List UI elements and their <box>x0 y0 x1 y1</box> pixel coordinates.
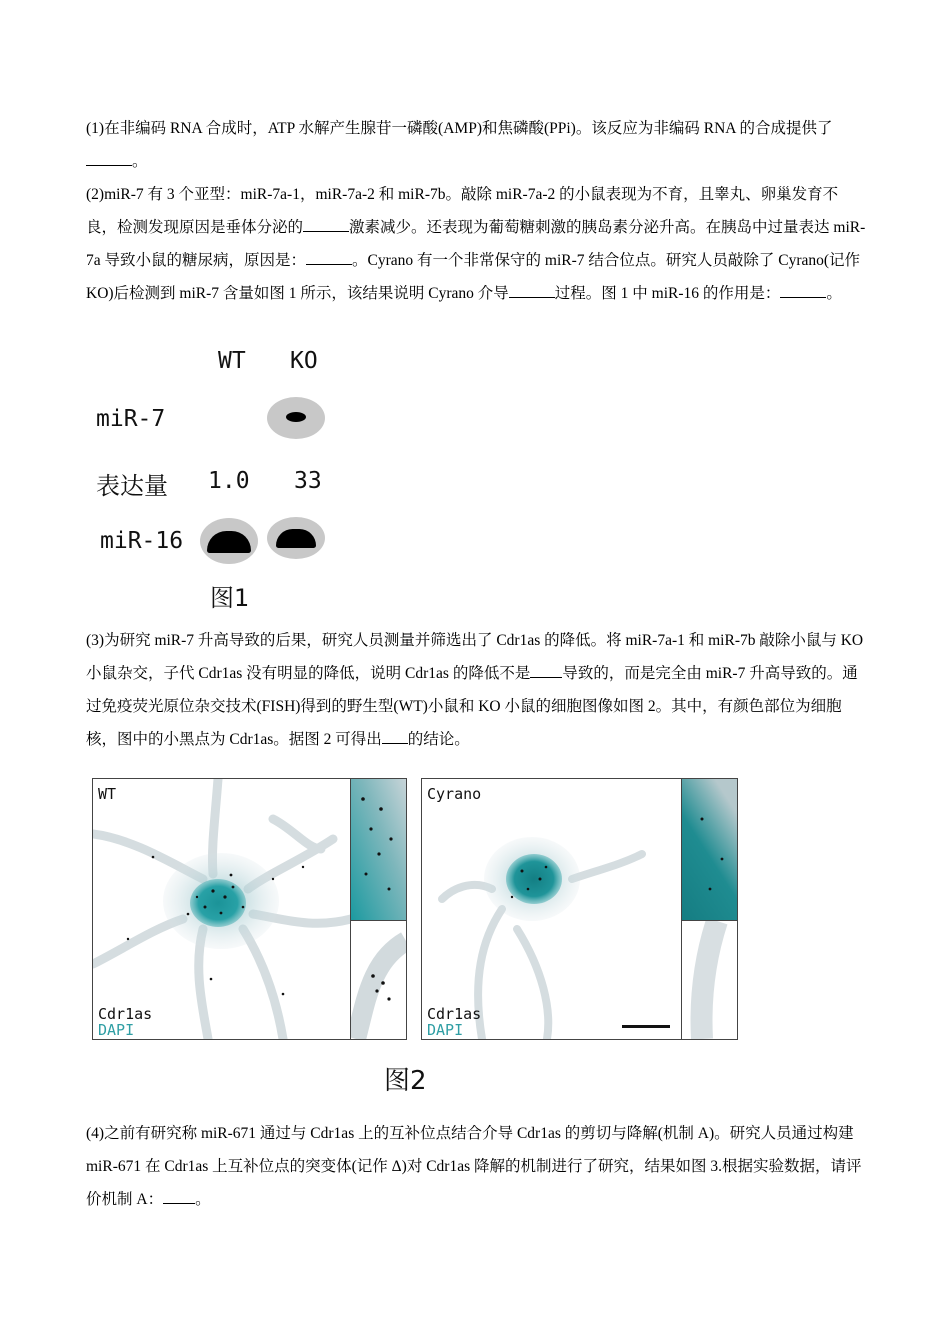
q2-text-e: 。 <box>826 285 842 302</box>
mir16-wt-band <box>200 518 258 564</box>
q2-text-d: 过程。图 1 中 miR-16 的作用是： <box>554 285 781 302</box>
figure-2-fish <box>90 773 740 1045</box>
q1-text-a: (1)在非编码 RNA 合成时，ATP 水解产生腺苷一磷酸(AMP)和焦磷酸(PPi)。该反应为非编码 RNA 的合成提供了 <box>86 120 833 137</box>
mir16-ko-band <box>267 517 325 559</box>
q2-text-a: (2)miR-7 有 3 个亚型：miR-7a-1，miR-7a-2 和 miR-7b。敲除 miR-7a-2 的小鼠表现为不育，且睾丸、卵巢发育不良，检测发现原因是垂体分泌的 <box>86 186 839 236</box>
figure-1-caption: 图1 <box>210 584 250 612</box>
answer-blank <box>509 283 555 298</box>
row-label-mir7: miR-7 <box>96 406 166 432</box>
answer-blank <box>163 1189 195 1204</box>
row-label-mir16: miR-16 <box>100 528 184 554</box>
question-3 <box>86 624 866 756</box>
wt-cell-image <box>93 779 351 1039</box>
wt-inset-nucleus-image <box>351 779 406 921</box>
answer-blank <box>530 663 562 678</box>
answer-blank <box>306 250 352 265</box>
expression-wt-value: 1.0 <box>208 468 250 494</box>
col-header-wt: WT <box>218 348 246 374</box>
col-header-ko: KO <box>290 348 318 374</box>
q1-text-b: 。 <box>132 153 148 170</box>
q2-text-c: 。Cyrano 有一个非常保守的 miR-7 结合位点。研究人员敲除了 Cyrano(记作 KO)后检测到 miR-7 含量如图 1 所示，该结果说明 Cyrano 介导 <box>86 252 861 302</box>
cyrano-stain-cdr1as: Cdr1as <box>427 1005 482 1023</box>
q3-text-b: 导致的，而是完全由 miR-7 升高导致的。通过免疫荧光原位杂交技术(FISH)得到的野生型(WT)小鼠和 KO 小鼠的细胞图像如图 2。其中，有颜色部位为细胞核，图中的小黑点为 Cdr1as。据图 2 可得出 <box>86 665 858 748</box>
cyrano-inset-nucleus-image <box>682 779 737 921</box>
answer-blank <box>780 283 826 298</box>
wt-inset-neurite <box>350 920 407 1040</box>
wt-stain-dapi: DAPI <box>98 1021 135 1039</box>
cyrano-inset-neurite <box>681 920 738 1040</box>
q3-text-c: 的结论。 <box>407 731 470 748</box>
cyrano-cell-image <box>422 779 682 1039</box>
q2-text-b: 激素减少。还表现为葡萄糖刺激的胰岛素分泌升高。在胰岛中过量表达 miR-7a 导致小鼠的糖尿病，原因是： <box>86 219 866 269</box>
cyrano-stain-dapi: DAPI <box>427 1021 464 1039</box>
question-2 <box>86 178 866 310</box>
question-4 <box>86 1117 866 1216</box>
answer-blank <box>303 217 349 232</box>
mir7-ko-band <box>267 397 325 439</box>
wt-inset-neurite-image <box>351 921 406 1039</box>
answer-blank <box>382 729 408 744</box>
answer-blank <box>86 151 132 166</box>
wt-inset-nucleus <box>350 778 407 922</box>
wt-panel-label: WT <box>98 785 117 803</box>
cyrano-panel-label: Cyrano <box>427 785 482 803</box>
q4-text-b: 。 <box>195 1191 211 1208</box>
cyrano-inset-nucleus <box>681 778 738 922</box>
q4-text-a: (4)之前有研究称 miR-671 通过与 Cdr1as 上的互补位点结合介导 Cdr1as 的剪切与降解(机制 A)。研究人员通过构建 miR-671 在 Cdr1as 上互补位点的突变体(记作 Δ)对 Cdr1as 降解的机制进行了研究，结果如图 3.根据实验数据，请评价机制 A： <box>86 1125 862 1208</box>
cyrano-cell-panel <box>421 778 683 1040</box>
cyrano-inset-neurite-image <box>682 921 737 1039</box>
expression-ko-value: 33 <box>294 468 322 494</box>
wt-stain-cdr1as: Cdr1as <box>98 1005 153 1023</box>
row-label-expression: 表达量 <box>96 472 168 500</box>
wt-cell-panel <box>92 778 352 1040</box>
q3-text-a: (3)为研究 miR-7 升高导致的后果，研究人员测量并筛选出了 Cdr1as 的降低。将 miR-7a-1 和 miR-7b 敲除小鼠与 KO 小鼠杂交，子代 Cdr1as 没有明显的降低，说明 Cdr1as 的降低不是 <box>86 632 864 682</box>
figure-1-blot <box>86 340 346 615</box>
question-1 <box>86 112 866 178</box>
figure-2-caption: 图2 <box>384 1066 427 1096</box>
